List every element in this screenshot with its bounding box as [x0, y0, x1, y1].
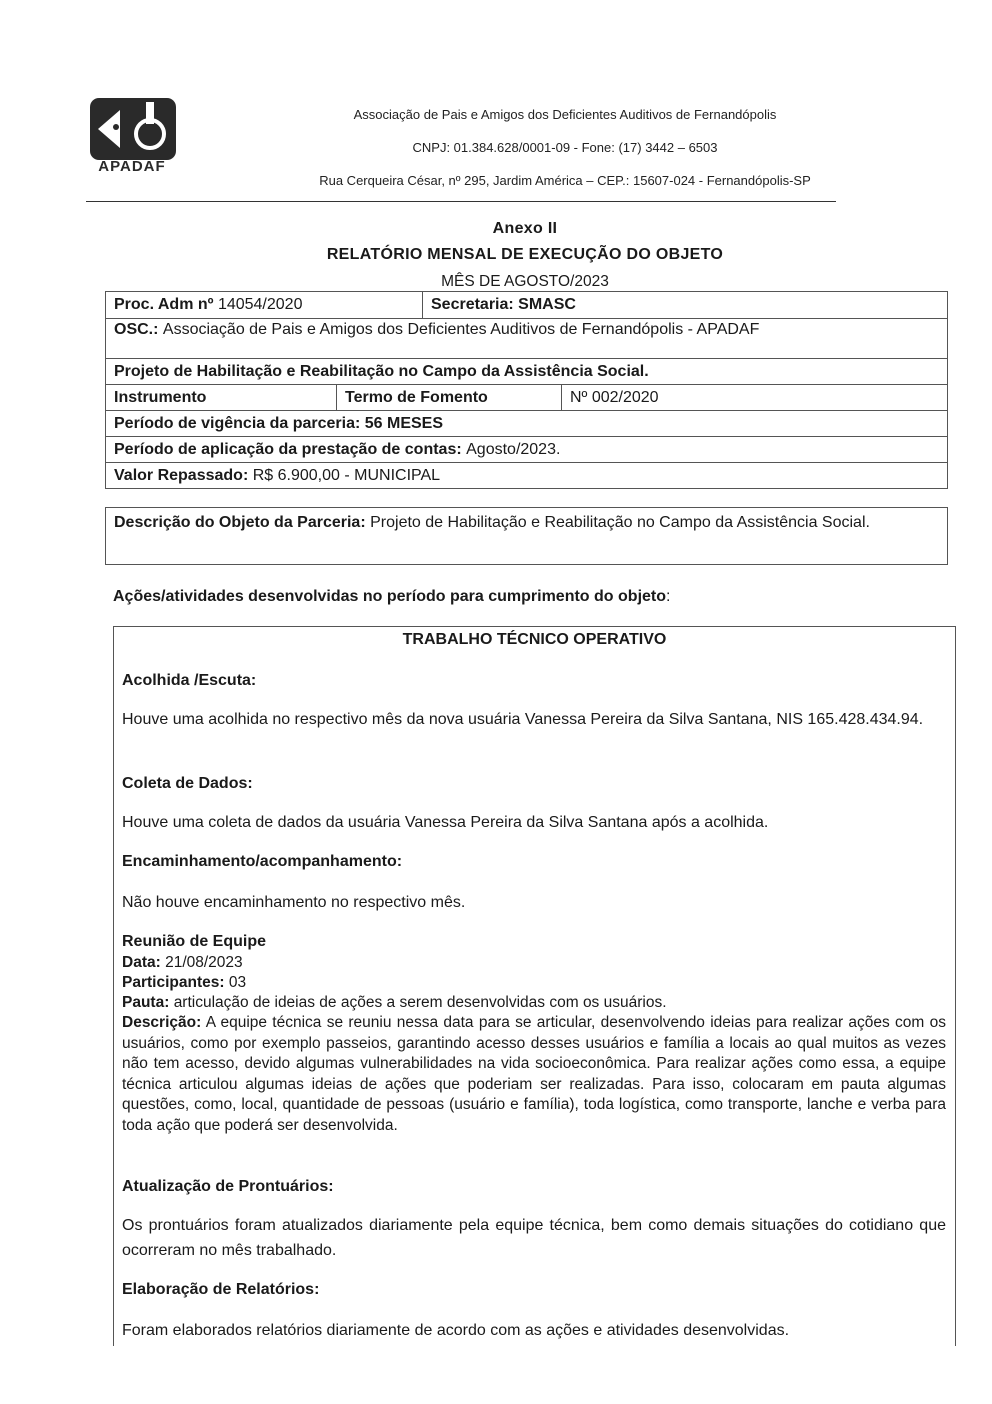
report-month: MÊS DE AGOSTO/2023	[441, 273, 609, 290]
valor-label: Valor Repassado:	[114, 466, 249, 484]
header-divider	[86, 201, 836, 202]
org-name: Associação de Pais e Amigos dos Deficientes Auditivos de Fernandópolis	[353, 107, 777, 122]
reuniao-descricao-value: A equipe técnica se reuniu nessa data para se articular, desenvolvendo ideias para realizar ações com os usuários, como por exemplo passeios, garantindo acesso desses usuários e família a locais ao qual muitos as vezes não tem acesso, devido algumas vulnerabilidades na vida socioeconômica. Para realizar ações como essa, a equipe técnica articulou algumas ideias de ações que poderiam ser realizadas. Para isso, colocaram em pauta algumas questões, como, local, quantidade de pessoas (usuário e família), toda logística, como transporte, lanche e verba para toda ação que poderá ser desenvolvida.	[122, 1014, 946, 1134]
encaminhamento-heading: Encaminhamento/acompanhamento:	[122, 853, 403, 870]
aplicacao-value: Agosto/2023.	[466, 440, 561, 458]
data-label: Data:	[122, 954, 161, 971]
table-row	[106, 410, 947, 436]
osc-value: Associação de Pais e Amigos dos Deficientes Auditivos de Fernandópolis - APADAF	[162, 321, 760, 338]
project-name: Projeto de Habilitação e Reabilitação no Campo da Assistência Social.	[114, 362, 649, 380]
reuniao-heading: Reunião de Equipe	[122, 933, 267, 950]
acoes-colon: :	[666, 588, 671, 605]
acolhida-text: Houve uma acolhida no respectivo mês da nova usuária Vanessa Pereira da Silva Santana, NIS 165.428.434.94.	[122, 711, 924, 728]
data-value: 21/08/2023	[165, 954, 243, 971]
osc-label: OSC.:	[114, 321, 159, 338]
relatorios-text: Foram elaborados relatórios diariamente de acordo com as ações e atividades desenvolvidas.	[122, 1322, 790, 1339]
relatorios-heading: Elaboração de Relatórios:	[122, 1281, 320, 1298]
logo-text: APADAF	[98, 158, 166, 175]
proc-value: 14054/2020	[217, 296, 303, 313]
participantes-value: 03	[228, 974, 247, 991]
acolhida-heading: Acolhida /Escuta:	[122, 672, 257, 689]
pauta-label: Pauta:	[122, 994, 170, 1011]
proc-label: Proc. Adm nº	[114, 296, 214, 313]
encaminhamento-text: Não houve encaminhamento no respectivo mês.	[122, 894, 466, 911]
reuniao-descricao-label: Descrição:	[122, 1014, 202, 1031]
coleta-heading: Coleta de Dados:	[122, 775, 253, 792]
acoes-label: Ações/atividades desenvolvidas no período para cumprimento do objeto	[113, 588, 667, 605]
acoes-heading	[113, 588, 670, 606]
termo-label: Termo de Fomento	[336, 385, 561, 410]
descricao-box	[105, 507, 948, 565]
annex-title: Anexo II	[492, 220, 558, 237]
vigencia: Período de vigência da parceria: 56 MESES	[114, 414, 444, 432]
report-title: RELATÓRIO MENSAL DE EXECUÇÃO DO OBJETO	[326, 246, 724, 263]
table-row	[106, 358, 947, 384]
reuniao-descricao	[122, 1013, 946, 1136]
org-address: Rua Cerqueira César, nº 295, Jardim América – CEP.: 15607-024 - Fernandópolis-SP	[319, 173, 811, 188]
reuniao-pauta	[122, 993, 667, 1013]
prontuarios-heading: Atualização de Prontuários:	[122, 1178, 334, 1195]
pauta-value: articulação de ideias de ações a serem desenvolvidas com os usuários.	[173, 994, 667, 1011]
descricao-value: Projeto de Habilitação e Reabilitação no Campo da Assistência Social.	[370, 514, 870, 531]
table-row	[106, 318, 947, 358]
aplicacao-label: Período de aplicação da prestação de contas:	[114, 440, 462, 458]
coleta-text: Houve uma coleta de dados da usuária Vanessa Pereira da Silva Santana após a acolhida.	[122, 814, 769, 831]
table-row	[106, 292, 947, 318]
apadaf-logo	[84, 96, 180, 178]
table-row	[106, 436, 947, 462]
prontuarios-text: Os prontuários foram atualizados diariamente pela equipe técnica, bem como demais situações do cotidiano que ocorreram no mês trabalhado.	[122, 1217, 946, 1259]
table-row	[106, 384, 947, 410]
participantes-label: Participantes:	[122, 974, 225, 991]
numero-value: Nº 002/2020	[561, 385, 947, 410]
secretaria: Secretaria: SMASC	[422, 292, 947, 318]
valor-value: R$ 6.900,00 - MUNICIPAL	[252, 466, 441, 484]
org-cnpj: CNPJ: 01.384.628/0001-09 - Fone: (17) 3442 – 6503	[412, 140, 718, 155]
instrumento-label: Instrumento	[114, 388, 207, 406]
trabalho-title: TRABALHO TÉCNICO OPERATIVO	[402, 631, 667, 648]
reuniao-data	[122, 953, 243, 973]
reuniao-participantes	[122, 973, 246, 993]
table-row	[106, 462, 947, 488]
info-table	[105, 291, 948, 489]
descricao-label: Descrição do Objeto da Parceria:	[114, 514, 366, 531]
